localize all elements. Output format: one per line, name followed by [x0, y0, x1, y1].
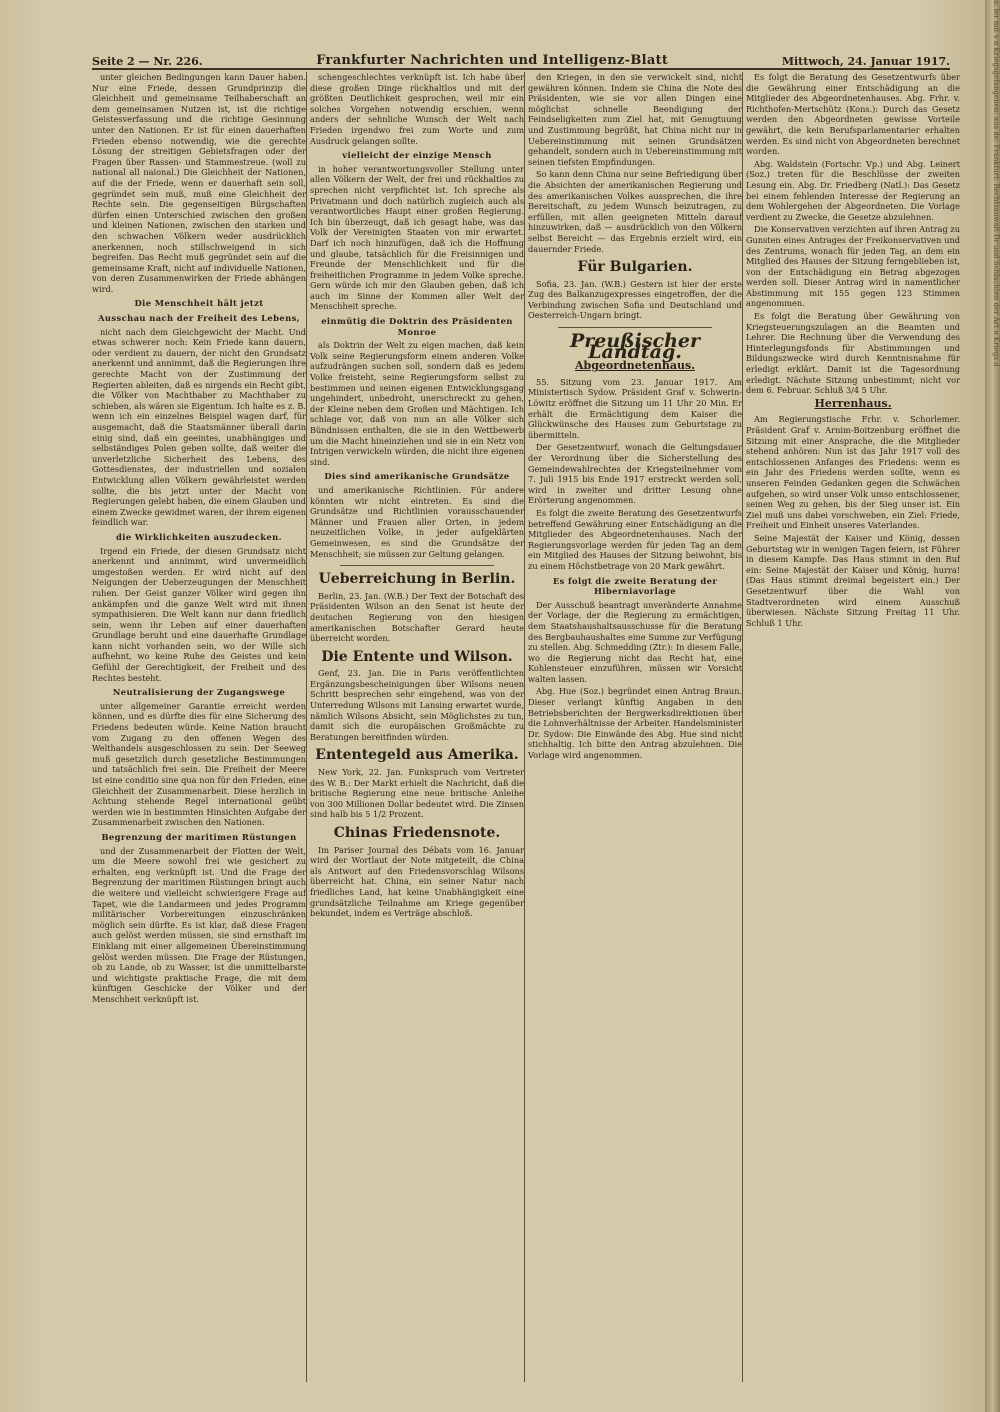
paragraph: nicht nach dem Gleichgewicht der Macht. Und etwas schwerer noch: Kein Friede kann dauern, oder verdient zu dauern, der nicht den Grundsatz anerkennt und annimmt, daß die Regierungen ihre gerechte Macht von der Zustimmung der Regierten ableiten, daß es nirgends ein Recht gibt, die Völker von Machthaber zu Machthaber zu schieben, als wären sie Eigentum. Ich halte es z. B. wenn ich ein einzelnes Beispiel wagen darf, für ausgemacht, daß die Staatsmänner überall darin einig sind, daß ein geeintes, unabhängiges und selbständiges Polen geben sollte, daß weiter die unverletzliche Sicherheit des Lebens, des Gottesdienstes, der industriellen und sozialen Entwicklung allen Völkern gewährleistet werden sollte, die bis jetzt unter der Macht von Regierungen gelebt haben, die einem Glauben und einem Zwecke gewidmet waren, der ihrem eigenen feindlich war. — [92, 326, 306, 528]
article-headline: Ententegeld aus Amerika. — [315, 747, 519, 764]
subheading: Begrenzung der maritimen Rüstungen — [101, 831, 297, 842]
subheading: vielleicht der einzige Mensch — [342, 150, 492, 161]
page-number: Seite 2 — Nr. 226. — [92, 55, 203, 68]
paragraph: und der Zusammenarbeit der Flotten der Welt, um die Meere sowohl frei wie gesichert zu erhalten, eng verknüpft ist. Und die Frage der Begrenzung der maritimen Rüstungen bringt auch die weitere und vielleicht schwierigere Frage auf Tapet, wie die Landarmeen und jedes Programm militärischer Vorbereitungen einzuschränken möglich sein dürfte. Es ist klar, daß diese Fragen auch gelöst werden müssen, sie sind ernsthaft im Einklang mit einer allgemeinen Übereinstimmung gelöst werden müssen. Die Frage der Rüstungen, ob zu Lande, ob zu Wasser, ist die unmittelbarste und wichtigste praktische Frage, die mit dem künftigen Geschicke der Völker und der Menschheit verknüpft ist. — [92, 845, 306, 1004]
column-2 — [310, 72, 524, 1380]
paragraph: Der Ausschuß beantragt unveränderte Annahme der Vorlage, der die Regierung zu ermächtigen, dem Staatshaushaltsausschusse für die Beratung des Bergbauhaushaltes eine Summe zur Verfügung zu stellen. Abg. Schmedding (Ztr.): In diesem Falle, wo die Regierung nicht das Recht hat, eine Kohlensteuer einzuführen, müssen wir Vorsicht walten lassen. — [528, 599, 742, 684]
column-rule — [306, 72, 307, 1382]
paragraph: unter allgemeiner Garantie erreicht werden können, und es dürfte dies für eine Sicherung des Friedens bedeuten würde. Keine Nation braucht vom Zugang zu den offenen Wegen des Welthandels ausgeschlossen zu sein. Der Seeweg muß gesetzlich durch gesetzliche Bestimmungen und tatsächlich frei sein. Die Freiheit der Meere ist eine conditio sine qua non für den Frieden, eine Gleichheit der Zusammenarbeit. Diese herzlich in Achtung stehende Regel international geübt werden wie in bestimmten Hinsichten Aufgabe der Zusammenarbeit zwischen den Nationen. — [92, 700, 306, 828]
column-rule — [742, 72, 743, 1382]
subheading: Es folgt die zweite Beratung der Hiberniavorlage — [552, 575, 718, 597]
subheading: Neutralisierung der Zugangswege — [112, 687, 286, 698]
paragraph: in hoher verantwortungsvoller Stellung unter allen Völkern der Welt, der frei und rückhaltlos zu sprechen nicht verpflichtet ist. Ich spreche als Privatmann und doch natürlich zugleich auch als verantwortliches Haupt einer großen Regierung. Ich bin überzeugt, daß ich gesagt habe, was das Volk der Vereinigten Staaten von mir erwartet. Darf ich noch hinzufügen, daß ich die Hoffnung und glaube, tatsächlich für die Freisinnigen und Freunde der Menschlichkeit und für die freiheitlichen Programme in jedem Volke spreche. Gern würde ich mir den Glauben geben, daß ich auch im Sinne der Kommen aller Welt der Menschheit spreche. — [310, 163, 524, 312]
issue-date: Mittwoch, 24. Januar 1917. — [781, 55, 950, 68]
column-4 — [746, 72, 960, 1380]
masthead — [92, 46, 950, 70]
paragraph: Es folgt die Beratung über Gewährung von Kriegsteuerungszulagen an die Beamten und Lehrer. Die Rechnung über die Verwendung des Hinterlegungsfonds für Abstimmungen und Bildungszwecke wird durch Kenntnisnahme für erledigt erklärt. Damit ist die Tagesordnung erledigt. Nächste Sitzung unbestimmt; nicht vor dem 6. Februar. Schluß 3/4 5 Uhr. — [746, 311, 960, 396]
subheading: Die Menschheit hält jetzt — [134, 298, 264, 309]
column-rule — [524, 72, 525, 1382]
paragraph: als Doktrin der Welt zu eigen machen, daß kein Volk seine Regierungsform einem anderen Volke aufzudrängen suchen soll, sondern daß es jedem Volke freisteht, seine Regierungsform selbst zu bestimmen und seinen eigenen Entwicklungsgang ungehindert, unbedroht, unerschreckt zu gehen, der Kleine neben dem Großen und Mächtigen. Ich schlage vor, daß von nun an alle Völker sich Bündnissen enthalten, die sie in den Wettbewerb um die Macht hineinziehen und sie in ein Netz von Intrigen verwickeln würden, die nicht ihre eigenen sind. — [310, 340, 524, 467]
paragraph: den Kriegen, in den sie verwickelt sind, nicht gewähren können. Indem sie China die Note des Präsidenten, wie sie vor allen Dingen eine möglichst schnelle Beendigung der Feindseligkeiten zum Ziel hat, mit Genugtuung und Zustimmung begrüßt, hat China nicht nur in Uebereinstimmung mit seinen Grundsätzen gehandelt, sondern auch in Uebereinstimmung mit seinen tiefsten Empfindungen. — [528, 72, 742, 167]
subheading: Ausschau nach der Freiheit des Lebens, — [97, 313, 300, 324]
paragraph: unter gleichen Bedingungen kann Dauer haben. Nur eine Friede, dessen Grundprinzip die Gleichheit und gemeinsame Teilhaberschaft an dem gemeinsamen Nutzen ist, ist die richtige Geistesverfassung und die richtige Gesinnung unter den Nationen. Er ist für einen dauerhaften Frieden ebenso notwendig, wie die gerechte Lösung der streitigen Gebietsfragen oder der Fragen über Rassen- und Stammestreue. (woll zu national all naional.) Die Gleichheit der Nationen, auf die der Friede, wenn er dauerhaft sein soll, gegründet sein muß, muß eine Gleichheit der Rechte sein. Die gegenseitigen Bürgschaften dürfen einen Unterschied zwischen den großen und kleinen Nationen, zwischen den starken und den schwachen Völkern weder ausdrücklich anerkennen, noch stillschweigend in sich begreifen. Das Recht muß gegründet sein auf die gemeinsame Kraft, nicht auf individuelle Nationen, von deren Zusammenwirken der Friede abhängen wird. — [92, 72, 306, 294]
edge-text: a: ler mit v n Kriegsgefangenen: aus de: Frankfurt: Rechtsanwalt Dr und Schlachten der Art u Kriegs d — [992, 0, 1000, 367]
paragraph: Die Konservativen verzichten auf ihren Antrag zu Gunsten eines Antrages der Freikonservativen und des Zentrums, wonach für jeden Tag, an dem ein Mitglied des Hauses der Sitzung ferngeblieben ist, von der Entschädigung ein Betrag abgezogen werden soll. Dieser Antrag wird in namentlicher Abstimmung mit 155 gegen 123 Stimmen angenommen. — [746, 224, 960, 309]
paragraph: Es folgt die Beratung des Gesetzentwurfs über die Gewährung einer Entschädigung an die Mitglieder des Abgeordnetenhauses. Abg. Frhr. v. Richthofen-Mertschütz (Kons.): Durch das Gesetz werden den Abgeordneten gewisse Vorteile gewährt, die kein Berufsparlamentarier erhalten werden. Es sind nicht von Abgeordneten berechnet worden. — [746, 72, 960, 157]
paragraph: 55. Sitzung vom 23. Januar 1917. Am Ministertisch Sydow. Präsident Graf v. Schwerin-Löwitz eröffnet die Sitzung um 11 Uhr 20 Min. Er erhält die Ermächtigung dem Kaiser die Glückwünsche des Hauses zum Geburtstage zu übermitteln. — [528, 376, 742, 440]
article-separator — [558, 327, 712, 328]
article-separator — [340, 565, 494, 566]
newspaper-title: Frankfurter Nachrichten und Intelligenz-Blatt — [316, 53, 669, 68]
paragraph: Genf, 23. Jan. Die in Paris veröffentlichten Ergänzungsbescheinigungen über Wilsons neuen Schritt besprechen sehr eingehend, was von der Unterredung Wilsons mit Lansing erwartet wurde, nämlich Wilsons Absicht, sein Möglichstes zu tun, damit sich die europäischen Großmächte zu Beratungen bereitfinden würden. — [310, 668, 524, 742]
article-headline: Chinas Friedensnote. — [333, 825, 501, 841]
section-subheadline: Herrenhaus. — [814, 396, 892, 410]
section-headline: Preußischer Landtag. — [569, 330, 701, 363]
paragraph: Abg. Waldstein (Fortschr. Vp.) und Abg. Leinert (Soz.) treten für die Beschlüsse der zweiten Lesung ein. Abg. Dr. Friedberg (Natl.): Das Gesetz bei einem fehlenden Interesse der Regierung an dem Wohlergehen der Abgeordneten. Die Vorlage verdient zu Zwecke, die Gesetze abzulehnen. — [746, 158, 960, 222]
paragraph: Es folgt die zweite Beratung des Gesetzentwurfs betreffend Gewährung einer Entschädigung an die Mitglieder des Abgeordnetenhauses. Nach der Regierungsvorlage werden für jeden Tag an dem ein Mitglied des Hauses der Sitzung beiwohnt, bis zu einem Höchstbetrage von 20 Mark gewährt. — [528, 507, 742, 571]
paragraph: Im Pariser Journal des Débats vom 16. Januar wird der Wortlaut der Note mitgeteilt, die China als Antwort auf den Friedensvorschlag Wilsons überreicht hat. China, ein seiner Natur nach friedliches Land, hat keine Unabhängigkeit eine grundsätzliche Teilnahme am Kriege gegenüber bekundet, indem es Verträge abschloß. — [310, 844, 524, 919]
subheading: die Wirklichkeiten auszudecken. — [116, 531, 282, 542]
paragraph: New York, 22. Jan. Funkspruch vom Vertreter des W. B.: Der Markt erhielt die Nachricht, daß die britische Regierung eine neue britische Anleihe von 300 Millionen Dollar bedeutet wird. Die Zinsen sind halb bis 5 1/2 Prozent. — [310, 767, 524, 820]
binding-edge — [985, 0, 1000, 1412]
paragraph: Seine Majestät der Kaiser und König, dessen Geburtstag wir in wenigen Tagen feiern, ist Führer in diesem Kampfe. Das Haus stimmt in den Ruf ein: Seine Majestät der Kaiser und König, hurra! (Das Haus stimmt dreimal begeistert ein.) Der Gesetzentwurf über die Wahl von Stadtverordneten wird einem Ausschuß überwiesen. Nächste Sitzung Freitag 11 Uhr. Schluß 1 Uhr. — [746, 532, 960, 628]
section-subheadline: Abgeordnetenhaus. — [575, 359, 695, 373]
paragraph: Irgend ein Friede, der diesen Grundsatz nicht anerkennt und annimmt, wird unvermeidlich umgestoßen werden. Er wird nicht auf den Neigungen der Ueberzeugungen der Menschheit ruhen. Der Geist ganzer Völker wird gegen ihn ankämpfen und die ganze Welt wird mit ihnen sympathisieren. Die Welt kann nur dann friedlich sein, wenn ihr Leben auf einer dauerhaften Grundlage beruht und eine dauerhafte Grundlage kann nicht vorhanden sein, wo der Wille sich aufhehnt, wo keine Ruhe des Geistes und kein Gefühl der Gerechtigkeit, der Freiheit und des Rechtes besteht. — [92, 545, 306, 683]
paragraph: und amerikanische Richtlinien. Für andere könnten wir nicht eintreten. Es sind die Grundsätze und Richtlinien vorausschauender Männer und Frauen aller Orten, in jedem neuzeitlichen Volke, in jeder aufgeklärten Gemeinwesen, es sind die Grundsätze der Menschheit; sie müssen zur Geltung gelangen. — [310, 484, 524, 559]
subheading: einmütig die Doktrin des Präsidenten Monroe — [321, 316, 513, 337]
subheading: Dies sind amerikanische Grundsätze — [324, 471, 510, 482]
article-headline: Für Bulgarien. — [577, 259, 693, 276]
column-3 — [528, 72, 742, 1380]
paragraph: Berlin, 23. Jan. (W.B.) Der Text der Botschaft des Präsidenten Wilson an den Senat ist heute der deutschen Regierung von den hiesigen amerikanischen Botschafter Gerard heute überreicht worden. — [310, 590, 524, 644]
paragraph: schengeschlechtes verknüpft ist. Ich habe über diese großen Dinge rückhaltlos und mit der größten Deutlichkeit gesprochen, weil mir ein solches Vorgehen notwendig erschien, wenn anders der sehnliche Wunsch der Welt nach Frieden irgendwo frei zum Worte und zum Ausdruck gelangen sollte. — [310, 72, 524, 146]
paragraph: So kann denn China nur seine Befriedigung über die Absichten der amerikanischen Regierung und des amerikanischen Volkes aussprechen, die ihre Bereitschaft, zu jedem Wunsch beizutragen, zu erfüllen, mit allen geeigneten Mitteln darauf hinzuwirken, daß — ausdrücklich von den Völkern selbst Bereicht — das Ergebnis erzielt wird, ein dauernder Friede. — [528, 169, 742, 254]
article-headline: Ueberreichung in Berlin. — [318, 571, 516, 588]
column-1 — [92, 72, 306, 1380]
paragraph: Sofia, 23. Jan. (W.B.) Gestern ist hier der erste Zug des Balkanzugexpresses eingetroffen, der die Verbindung zwischen Sofia und Deutschland und Oesterreich-Ungarn bringt. — [528, 278, 742, 321]
paragraph: Abg. Hue (Soz.) begründet einen Antrag Braun. Dieser verlangt künftig Angaben in den Betriebsberichten der Bergwerksdirektionen über die Lohnverhältnisse der Arbeiter. Handelsminister Dr. Sydow: Die Einwände des Abg. Hue sind nicht stichhaltig. Ich bitte den Antrag abzulehnen. Die Vorlage wird angenommen. — [528, 686, 742, 761]
paragraph: Der Gesetzentwurf, wonach die Geltungsdauer der Verordnung über die Sicherstellung des Gemeindewahlrechtes der Kriegsteilnehmer vom 7. Juli 1915 bis Ende 1917 erstreckt werden soll, wird in zweiter und dritter Lesung ohne Erörterung angenommen. — [528, 442, 742, 506]
article-headline: Die Entente und Wilson. — [321, 648, 513, 665]
paragraph: Am Regierungstische Frhr. v. Schorlemer. Präsident Graf v. Arnim-Boitzenburg eröffnet die Sitzung mit einer Ansprache, die die Mitglieder stehend anhören: Nun ist das Jahr 1917 voll des entschlossenen Anfanges des Friedens: wenn es ein Jahr des Friedens werden sollte, wenn es unseren Feinden Gedanken gegen die Schwächen aufgehen, so wird unser Volk umso entschlossener, seinen Weg zu gehen, bis der Sieg unser ist. Ein Ziel muß uns dabei vorschweben, ein Ziel: Friede, Freiheit und Einheit unseres Vaterlandes. — [746, 414, 960, 531]
